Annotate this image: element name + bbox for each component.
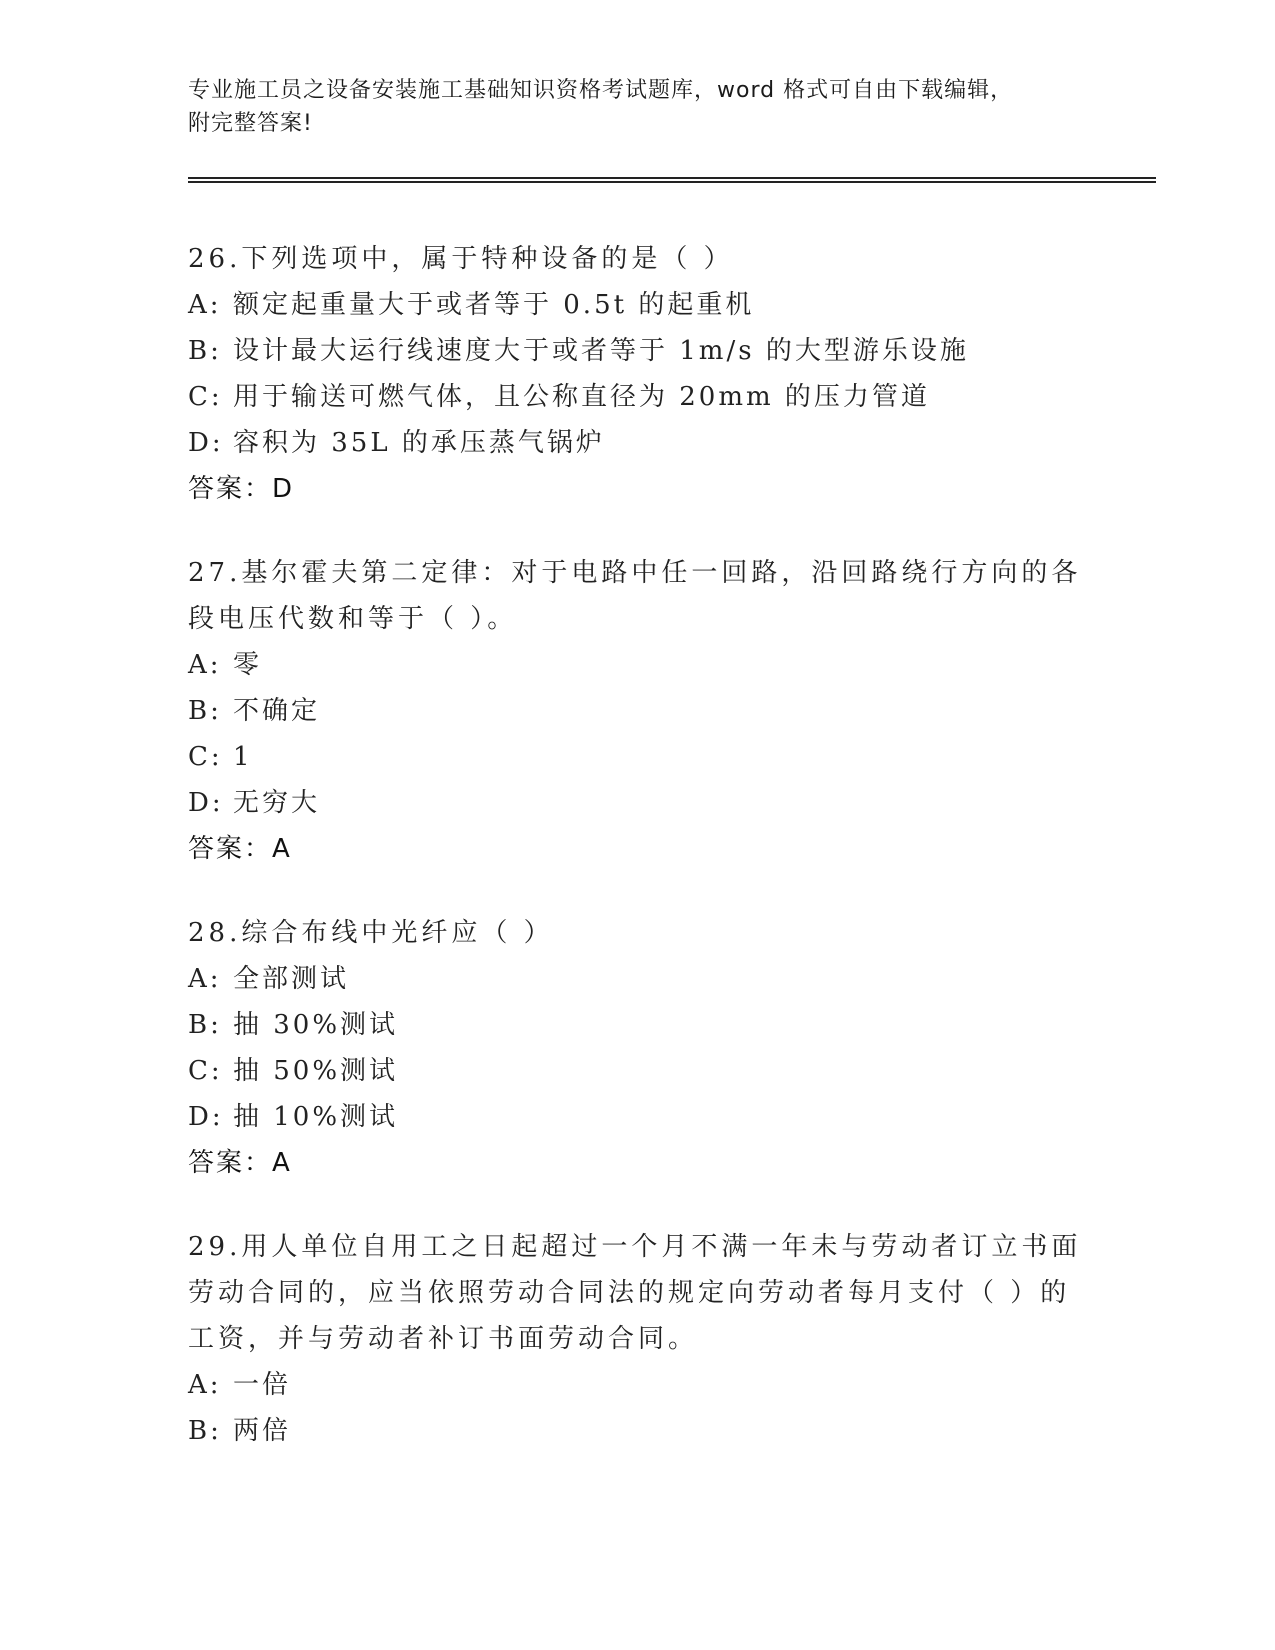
option-text: 一倍 [233, 1370, 292, 1400]
answer: 答案：D [188, 474, 295, 504]
option-a [188, 1362, 1088, 1408]
question-29 [188, 1224, 1088, 1454]
option-text: 无穷大 [233, 788, 321, 818]
option-a [188, 956, 1088, 1002]
option-letter: B: [188, 1416, 222, 1446]
option-letter: D: [188, 1102, 224, 1132]
option-d [188, 420, 1088, 466]
option-text: 抽 50%测试 [233, 1056, 399, 1086]
option-letter: C: [188, 382, 223, 412]
option-text: 用于输送可燃气体，且公称直径为 20mm 的压力管道 [233, 382, 930, 412]
question-26 [188, 236, 1088, 512]
option-b [188, 688, 1088, 734]
option-letter: A: [188, 964, 222, 994]
option-text: 两倍 [233, 1416, 292, 1446]
document-header [188, 74, 1068, 140]
option-a [188, 282, 1088, 328]
option-text: 设计最大运行线速度大于或者等于 1m/s 的大型游乐设施 [233, 336, 969, 366]
option-letter: C: [188, 742, 223, 772]
option-text: 额定起重量大于或者等于 0.5t 的起重机 [233, 290, 755, 320]
option-text: 容积为 35L 的承压蒸气锅炉 [233, 428, 605, 458]
option-letter: A: [188, 650, 222, 680]
option-b [188, 1002, 1088, 1048]
answer: 答案：A [188, 1148, 292, 1178]
option-b [188, 1408, 1088, 1454]
option-d [188, 1094, 1088, 1140]
question-27 [188, 550, 1088, 872]
option-text: 零 [233, 650, 263, 680]
option-text: 抽 10%测试 [233, 1102, 399, 1132]
question-text: 29.用人单位自用工之日起超过一个月不满一年未与劳动者订立书面劳动合同的，应当依照劳动合同法的规定向劳动者每月支付（ ）的工资，并与劳动者补订书面劳动合同。 [188, 1232, 1082, 1354]
option-letter: A: [188, 290, 222, 320]
question-text: 26.下列选项中，属于特种设备的是（ ） [188, 244, 734, 274]
option-d [188, 780, 1088, 826]
option-letter: C: [188, 1056, 223, 1086]
option-text: 不确定 [233, 696, 321, 726]
header-line-1: 专业施工员之设备安装施工基础知识资格考试题库，word 格式可自由下载编辑， [188, 78, 1014, 103]
option-letter: B: [188, 1010, 222, 1040]
question-28 [188, 910, 1088, 1186]
answer: 答案：A [188, 834, 292, 864]
option-c [188, 734, 1088, 780]
option-letter: B: [188, 336, 222, 366]
option-b [188, 328, 1088, 374]
question-list [188, 236, 1088, 1492]
option-letter: D: [188, 428, 224, 458]
option-text: 全部测试 [233, 964, 350, 994]
option-letter: B: [188, 696, 222, 726]
option-c [188, 1048, 1088, 1094]
option-letter: D: [188, 788, 224, 818]
question-text: 27.基尔霍夫第二定律：对于电路中任一回路，沿回路绕行方向的各段电压代数和等于（ ）。 [188, 558, 1082, 634]
option-text: 抽 30%测试 [233, 1010, 399, 1040]
header-line-2: 附完整答案! [188, 111, 313, 136]
option-a [188, 642, 1088, 688]
option-c [188, 374, 1088, 420]
question-text: 28.综合布线中光纤应（ ） [188, 918, 554, 948]
option-text: 1 [233, 742, 253, 772]
option-letter: A: [188, 1370, 222, 1400]
header-divider [188, 177, 1156, 183]
